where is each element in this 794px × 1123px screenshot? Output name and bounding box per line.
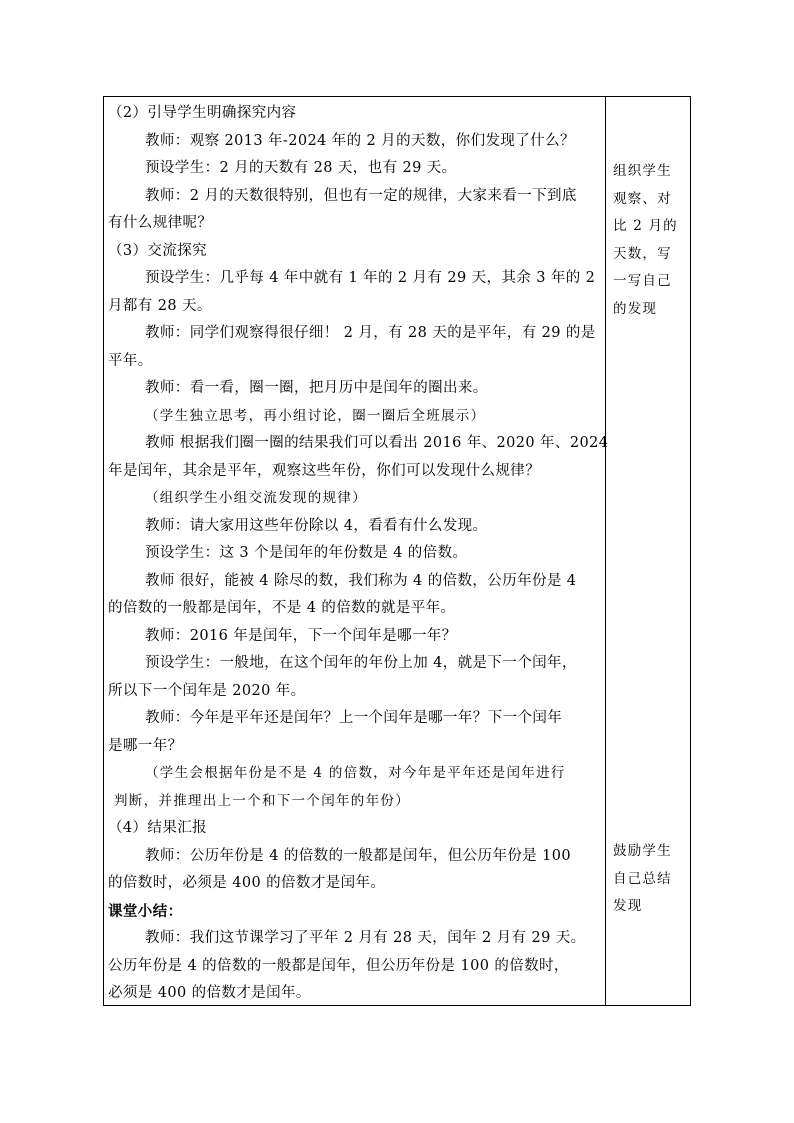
lesson-content <box>108 100 609 1008</box>
side-note-line: 的发现 <box>613 300 658 317</box>
side-note-summary <box>613 838 687 921</box>
activity-note: 判断，并推理出上一个和下一个闰年的年份） <box>114 792 410 809</box>
activity-note: （组织学生小组交流发现的规律） <box>145 490 367 506</box>
paragraph-line: 教师：2016 年是闰年，下一个闰年是哪一年？ <box>145 627 457 644</box>
side-note-line: 一写自己 <box>613 273 672 289</box>
paragraph-line: 公历年份是 4 的倍数的一般都是闰年，但公历年份是 100 的倍数时， <box>108 957 569 974</box>
paragraph-line: 月都有 28 天。 <box>108 297 212 314</box>
section-heading: （3）交流探究 <box>108 242 208 259</box>
paragraph-line: 教师 很好，能被 4 除尽的数，我们称为 4 的倍数，公历年份是 4 <box>145 572 577 589</box>
paragraph-line: 有什么规律呢？ <box>108 215 213 231</box>
paragraph-line: 教师：今年是平年还是闰年？上一个闰年是哪一年？下一个闰年 <box>145 710 563 726</box>
paragraph-line: 的倍数的一般都是闰年，不是 4 的倍数的就是平年。 <box>108 600 456 616</box>
activity-note: （学生会根据年份是不是 4 的倍数，对今年是平年还是闰年进行 <box>145 765 566 781</box>
paragraph-line: 教师：公历年份是 4 的倍数的一般都是闰年，但公历年份是 100 <box>145 847 572 864</box>
paragraph-line: 所以下一个闰年是 2020 年。 <box>108 682 306 699</box>
paragraph-line: 教师：我们这节课学习了平年 2 月有 28 天，闰年 2 月有 29 天。 <box>145 930 586 946</box>
paragraph-line: 预设学生：2 月的天数有 28 天，也有 29 天。 <box>145 160 457 176</box>
paragraph-line: 教师：同学们观察得很仔细！ 2 月，有 28 天的是平年，有 29 的是 <box>145 325 596 341</box>
column-divider <box>605 96 606 1006</box>
side-note-line: 发现 <box>613 898 643 914</box>
side-note-line: 自己总结 <box>613 870 672 887</box>
side-note-observe <box>613 158 687 323</box>
paragraph-line: 必须是 400 的倍数才是闰年。 <box>108 985 311 1001</box>
paragraph-line: 的倍数时，必须是 400 的倍数才是闰年。 <box>108 875 386 891</box>
activity-note: （学生独立思考，再小组讨论，圈一圈后全班展示） <box>145 407 486 424</box>
paragraph-line: 教师：请大家用这些年份除以 4，看看有什么发现。 <box>145 517 488 534</box>
side-note-line: 鼓励学生 <box>613 843 672 859</box>
paragraph-line: 平年。 <box>108 352 153 369</box>
paragraph-line: 预设学生：这 3 个是闰年的年份数是 4 的倍数。 <box>145 545 468 561</box>
summary-heading: 课堂小结： <box>108 902 183 920</box>
paragraph-line: 教师 根据我们圈一圈的结果我们可以看出 2016 年、2020 年、2024 <box>145 435 609 451</box>
section-heading: （4）结果汇报 <box>108 820 208 836</box>
paragraph-line: 教师：看一看，圈一圈，把月历中是闰年的圈出来。 <box>145 380 488 396</box>
paragraph-line: 预设学生：几乎每 4 年中就有 1 年的 2 月有 29 天，其余 3 年的 2 <box>145 270 596 286</box>
paragraph-line: 教师：观察 2013 年-2024 年的 2 月的天数，你们发现了什么？ <box>145 132 575 149</box>
side-note-line: 组织学生 <box>613 163 672 179</box>
side-note-line: 观察、对 <box>613 190 672 207</box>
paragraph-line: 是哪一年？ <box>108 737 183 754</box>
side-note-line: 比 2 月的 <box>613 218 678 234</box>
side-note-line: 天数，写 <box>613 245 672 262</box>
paragraph-line: 预设学生：一般地，在这个闰年的年份上加 4，就是下一个闰年， <box>145 655 577 671</box>
paragraph-line: 年是闰年，其余是平年，观察这些年份，你们可以发现什么规律？ <box>108 462 541 479</box>
paragraph-line: 教师：2 月的天数很特别，但也有一定的规律，大家来看一下到底 <box>145 187 577 204</box>
section-heading: （2）引导学生明确探究内容 <box>108 105 297 121</box>
